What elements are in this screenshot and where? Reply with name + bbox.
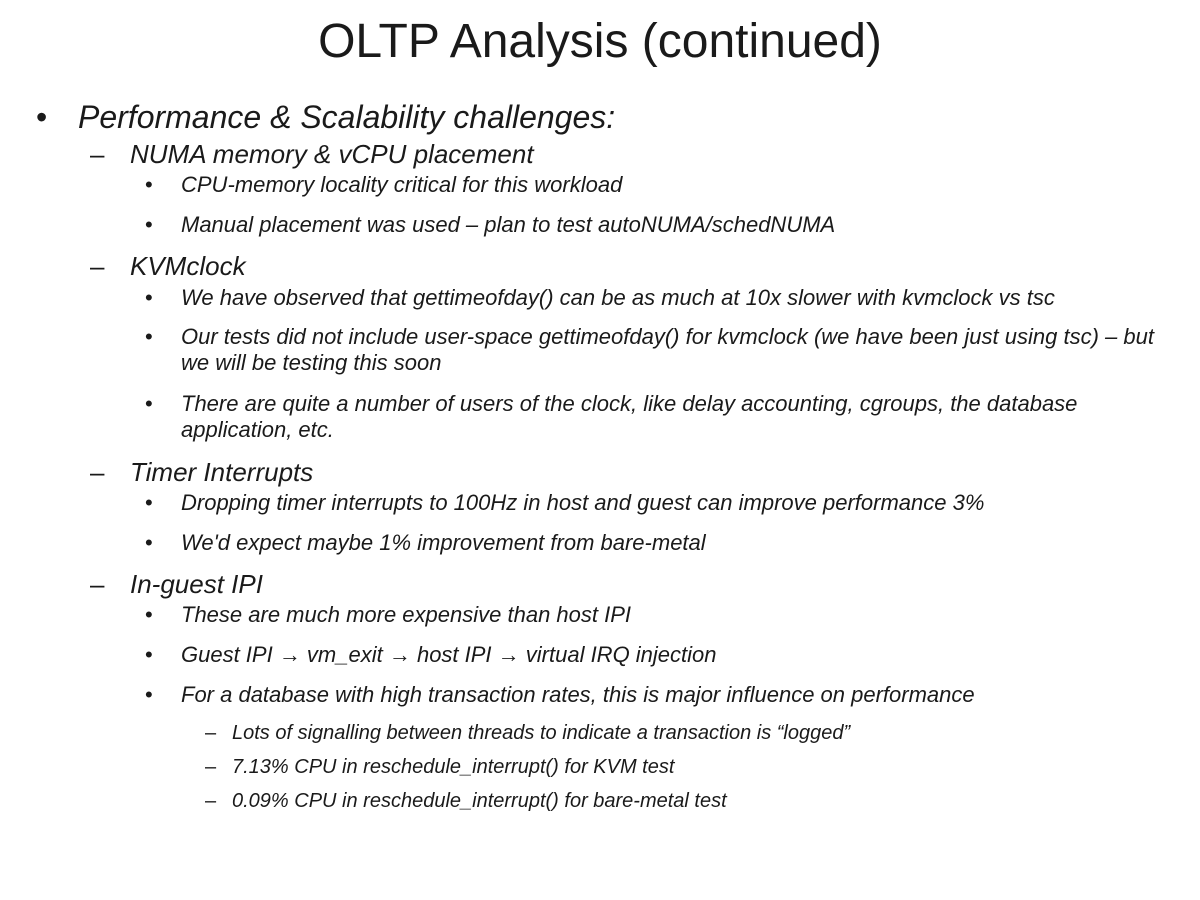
bullet-marker: •	[36, 99, 48, 135]
list-item: Manual placement was used – plan to test autoNUMA/schedNUMA	[181, 212, 836, 237]
bullet-marker: •	[145, 324, 153, 349]
list-item: For a database with high transaction rates, this is major influence on performance	[181, 682, 975, 707]
section-label-numa: NUMA memory & vCPU placement	[130, 139, 534, 169]
bullet-marker: •	[145, 682, 153, 707]
sub-list-item: Lots of signalling between threads to indicate a transaction is “logged”	[232, 722, 851, 744]
dash-marker: –	[90, 139, 105, 169]
dash-marker: –	[205, 790, 217, 812]
list-item: Guest IPI → vm_exit → host IPI → virtual IRQ injection	[181, 642, 717, 667]
bullet-marker: •	[145, 602, 153, 627]
bullet-marker: •	[145, 285, 153, 310]
section-label-timer-interrupts: Timer Interrupts	[130, 457, 314, 487]
slide-title: OLTP Analysis (continued)	[318, 15, 882, 68]
dash-marker: –	[90, 457, 105, 487]
list-item: These are much more expensive than host IPI	[181, 602, 632, 627]
section-label-kvmclock: KVMclock	[130, 251, 246, 281]
sub-list-item: 0.09% CPU in reschedule_interrupt() for bare-metal test	[232, 790, 727, 812]
list-item: There are quite a number of users of the clock, like delay accounting, cgroups, the database application, etc.	[181, 391, 1078, 442]
dash-marker: –	[205, 756, 217, 778]
list-item: We have observed that gettimeofday() can be as much at 10x slower with kvmclock vs tsc	[181, 285, 1055, 310]
list-item: CPU-memory locality critical for this workload	[181, 172, 623, 197]
dash-marker: –	[90, 251, 105, 281]
bullet-marker: •	[145, 172, 153, 197]
bullet-marker: •	[145, 212, 153, 237]
bullet-marker: •	[145, 642, 153, 667]
list-item: Dropping timer interrupts to 100Hz in host and guest can improve performance 3%	[181, 490, 985, 515]
dash-marker: –	[90, 569, 105, 599]
sub-list-item: 7.13% CPU in reschedule_interrupt() for KVM test	[232, 756, 675, 778]
list-item: Our tests did not include user-space gettimeofday() for kvmclock (we have been just using tsc) – but we will be testing this soon	[181, 324, 1154, 375]
bullet-marker: •	[145, 391, 153, 416]
bullet-marker: •	[145, 530, 153, 555]
section-label-in-guest-ipi: In-guest IPI	[130, 569, 263, 599]
main-heading: Performance & Scalability challenges:	[78, 99, 616, 135]
list-item: We'd expect maybe 1% improvement from bare-metal	[181, 530, 706, 555]
bullet-marker: •	[145, 490, 153, 515]
dash-marker: –	[205, 722, 217, 744]
